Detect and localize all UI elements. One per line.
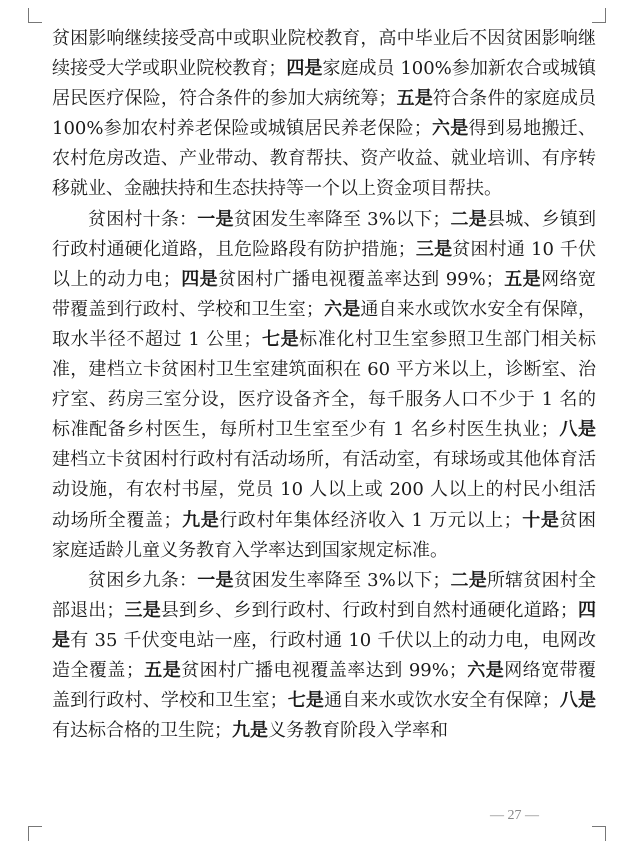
text-run: 所辖贫困村全部退出； [52, 569, 597, 621]
text-run: 贫困发生率降至 3%以下； [233, 208, 451, 230]
text-run: 县城、乡镇到行政村通硬化道路，且危险路段有防护措施； [52, 208, 597, 260]
text-run: 有 35 千伏变电站一座，行政村通 10 千伏以上的动力电，电网改造全覆盖； [52, 629, 597, 681]
text-run: 符合条件的家庭成员 100%参加农村养老保险或城镇居民养老保险； [52, 88, 597, 140]
page-number: — 27 — [490, 808, 539, 823]
paragraph [52, 24, 596, 205]
item-marker: 六是 [431, 118, 469, 140]
item-marker: 十是 [521, 509, 560, 531]
item-marker: 四是 [286, 58, 323, 80]
text-run: 义务教育阶段入学率和 [268, 720, 448, 742]
text-run: 通自来水或饮水安全有保障； [324, 690, 560, 712]
text-run: 得到易地搬迁、农村危房改造、产业带动、教育帮扶、资产收益、就业培训、有序转移就业、金融扶持和生态扶持等一个以上资金项目帮扶。 [52, 118, 596, 200]
item-marker: 一是 [197, 569, 234, 591]
text-run: 贫困乡九条： [88, 569, 198, 591]
document-body [52, 24, 596, 746]
item-marker: 七是 [261, 328, 300, 350]
item-marker: 一是 [197, 208, 234, 230]
text-run: 网络宽带覆盖到行政村、学校和卫生室； [52, 268, 597, 320]
text-run: 有达标合格的卫生院； [52, 720, 232, 742]
text-run: 行政村年集体经济收入 1 万元以上； [219, 509, 522, 531]
item-marker: 三是 [415, 238, 453, 260]
item-marker: 四是 [52, 599, 597, 651]
item-marker: 三是 [124, 599, 161, 621]
paragraph [52, 566, 596, 747]
item-marker: 六是 [466, 659, 505, 681]
text-run: 标准化村卫生室参照卫生部门相关标准，建档立卡贫困村卫生室建筑面积在 60 平方米以上，诊断室、治疗室、药房三室分设，医疗设备齐全，每千服务人口不少于 1 名的标准配备乡村医生，每所村卫生室至少有 1 名乡村医生执业； [52, 328, 597, 441]
text-run: 通自来水或饮水安全有保障，取水半径不超过 1 公里； [52, 298, 597, 350]
item-marker: 六是 [323, 298, 361, 320]
text-run: 网络宽带覆盖到行政村、学校和卫生室； [52, 659, 597, 712]
text-run: 贫困家庭适龄儿童义务教育入学率达到国家规定标准。 [52, 509, 597, 561]
text-run: 贫困村广播电视覆盖率达到 99%； [218, 268, 504, 290]
text-run: 贫困发生率降至 3%以下； [233, 569, 451, 591]
text-run: 贫困村十条： [88, 208, 198, 230]
item-marker: 五是 [503, 268, 542, 290]
item-marker: 二是 [450, 208, 487, 230]
item-marker: 四是 [180, 268, 219, 290]
paragraph [52, 205, 596, 566]
text-run: 贫困村广播电视覆盖率达到 99%； [181, 659, 467, 681]
text-run: 贫困影响继续接受高中或职业院校教育，高中毕业后不因贫困影响继续接受大学或职业院校教育； [52, 28, 596, 80]
item-marker: 五是 [143, 659, 182, 681]
text-run: 贫困村通 10 千伏以上的动力电； [52, 238, 597, 290]
item-marker: 八是 [558, 419, 596, 441]
item-marker: 九是 [181, 509, 220, 531]
item-marker: 二是 [450, 569, 487, 591]
item-marker: 八是 [559, 690, 597, 712]
item-marker: 九是 [232, 720, 268, 742]
text-run: 县到乡、乡到行政村、行政村到自然村通硬化道路； [160, 599, 578, 621]
text-run: 家庭成员 100%参加新农合或城镇居民医疗保险，符合条件的参加大病统筹； [52, 58, 597, 110]
item-marker: 七是 [287, 690, 325, 712]
item-marker: 五是 [396, 88, 433, 110]
text-run: 建档立卡贫困村行政村有活动场所，有活动室，有球场或其他体育活动设施，有农村书屋，党员 10 人以上或 200 人以上的村民小组活动场所全覆盖； [52, 449, 596, 531]
